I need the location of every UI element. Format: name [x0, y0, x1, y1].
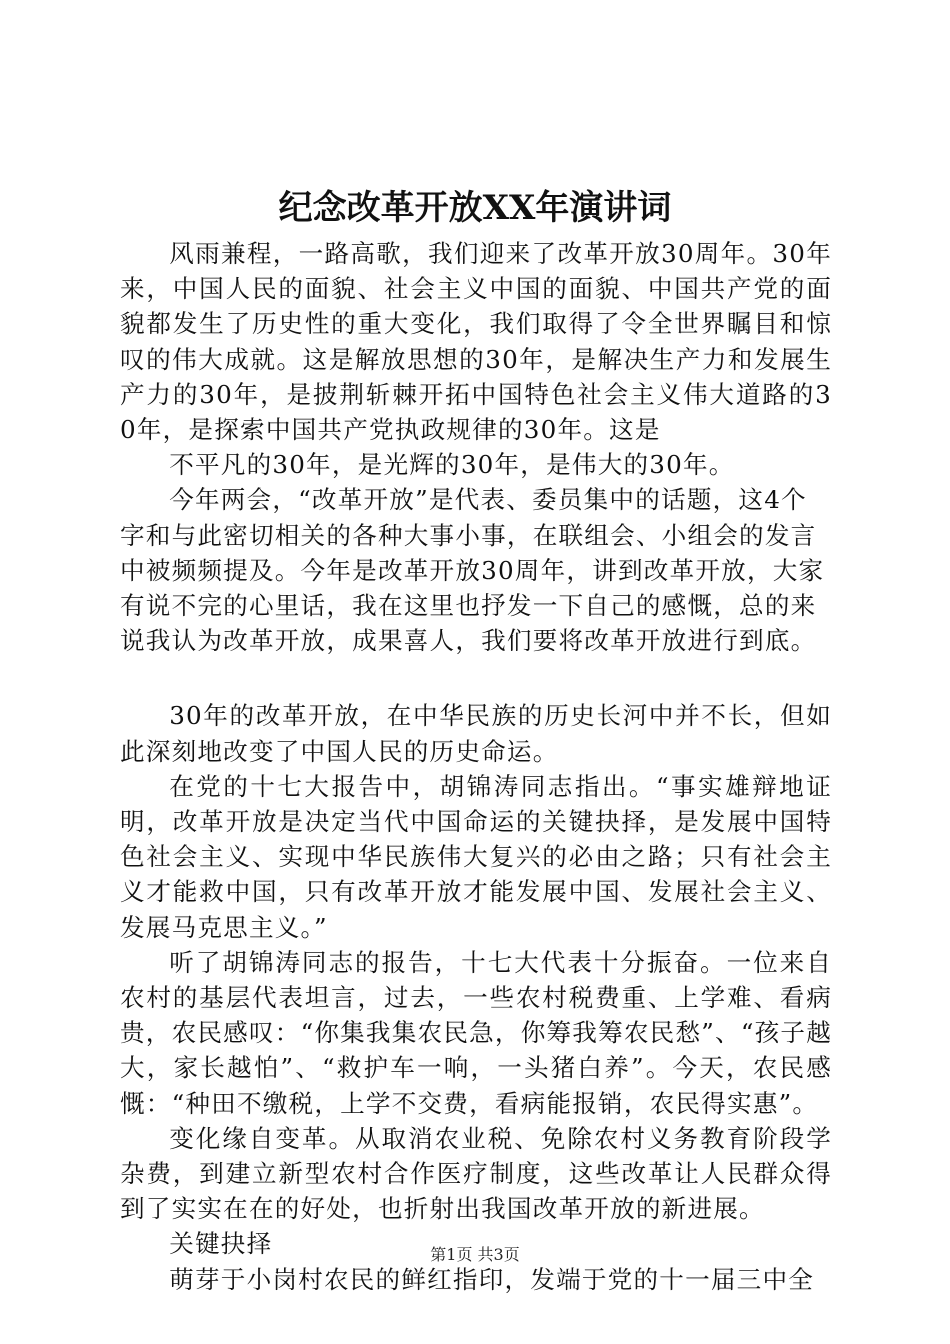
document-body	[120, 236, 832, 1297]
paragraph: 今年两会，“改革开放”是代表、委员集中的话题，这4个字和与此密切相关的各种大事小事，在联组会、小组会的发言中被频频提及。今年是改革开放30周年，讲到改革开放，大家有说不完的心里话，我在这里也抒发一下自己的感慨，总的来说我认为改革开放，成果喜人，我们要将改革开放进行到底。	[120, 485, 825, 656]
document-title: 纪念改革开放XX年演讲词	[278, 188, 672, 228]
paragraph: 听了胡锦涛同志的报告，十七大代表十分振奋。一位来自农村的基层代表坦言，过去，一些农村税费重、上学难、看病贵，农民感叹：“你集我集农民急，你筹我筹农民愁”、“孩子越大，家长越怕”、“救护车一响，一头猪白养”。今天，农民感慨：“种田不缴税，上学不交费，看病能报销，农民得实惠”。	[120, 947, 832, 1118]
page-number: 第1页 共3页	[430, 1245, 520, 1264]
paragraph: 30年的改革开放，在中华民族的历史长河中并不长，但如此深刻地改变了中国人民的历史命运。	[120, 701, 832, 766]
section-heading: 关键抉择	[169, 1229, 273, 1259]
paragraph: 在党的十七大报告中，胡锦涛同志指出。“事实雄辩地证明，改革开放是决定当代中国命运的关键抉择，是发展中国特色社会主义、实现中华民族伟大复兴的必由之路；只有社会主义才能救中国，只有改革开放才能发展中国、发展社会主义、发展马克思主义。”	[120, 771, 832, 942]
paragraph: 不平凡的30年，是光辉的30年，是伟大的30年。	[169, 450, 735, 480]
paragraph: 萌芽于小岗村农民的鲜红指印，发端于党的十一届三中全	[169, 1264, 815, 1294]
paragraph: 风雨兼程，一路高歌，我们迎来了改革开放30周年。30年来，中国人民的面貌、社会主义中国的面貌、中国共产党的面貌都发生了历史性的重大变化，我们取得了令全世界瞩目和惊叹的伟大成就。这是解放思想的30年，是解决生产力和发展生产力的30年，是披荆斩棘开拓中国特色社会主义伟大道路的30年，是探索中国共产党执政规律的30年。这是	[120, 239, 832, 445]
paragraph: 变化缘自变革。从取消农业税、免除农村义务教育阶段学杂费，到建立新型农村合作医疗制度，这些改革让人民群众得到了实实在在的好处，也折射出我国改革开放的新进展。	[120, 1123, 832, 1224]
